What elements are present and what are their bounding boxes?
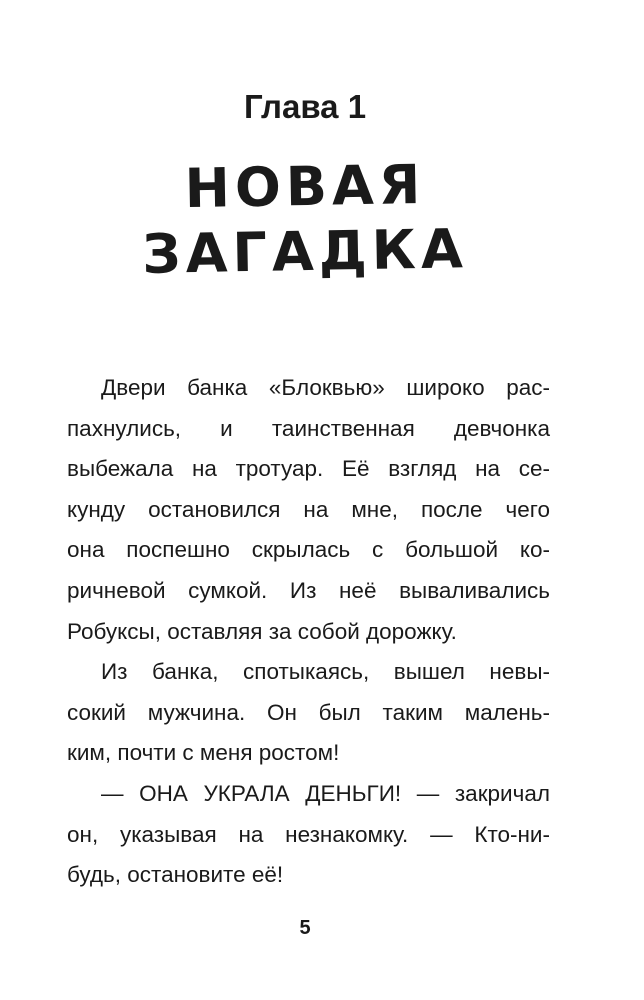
text-line: Робуксы, оставляя за собой дорожку.: [67, 618, 457, 644]
text-line: кунду остановился на мне, после чего: [67, 496, 550, 522]
text-line: выбежала на тротуар. Её взгляд на се-: [67, 456, 550, 482]
text-line: он, указывая на незнакомку. — Кто-ни-: [67, 821, 550, 847]
chapter-label: Глава 1: [243, 88, 367, 125]
text-line: пахнулись, и таинственная девчонка: [67, 415, 550, 441]
text-line: ричневой сумкой. Из неё вываливались: [67, 577, 550, 603]
text-line: будь, остановите её!: [67, 862, 284, 888]
paragraph: [67, 774, 550, 896]
page-number: 5: [299, 917, 311, 939]
text-line: ким, почти с меня ростом!: [67, 740, 340, 766]
paragraph: [67, 368, 550, 652]
text-line: Из банка, спотыкаясь, вышел невы-: [101, 659, 550, 685]
chapter-title-line-2: ЗАГАДКА: [141, 217, 469, 286]
text-line: — ОНА УКРАЛА ДЕНЬГИ! — закричал: [101, 780, 550, 806]
chapter-title-line-1: НОВАЯ: [184, 152, 426, 221]
text-line: сокий мужчина. Он был таким малень-: [67, 699, 550, 725]
paragraph: [67, 652, 550, 774]
text-line: Двери банка «Блоквью» широко рас-: [101, 375, 550, 400]
body-text: [67, 368, 550, 896]
text-line: она поспешно скрылась с большой ко-: [67, 537, 550, 563]
